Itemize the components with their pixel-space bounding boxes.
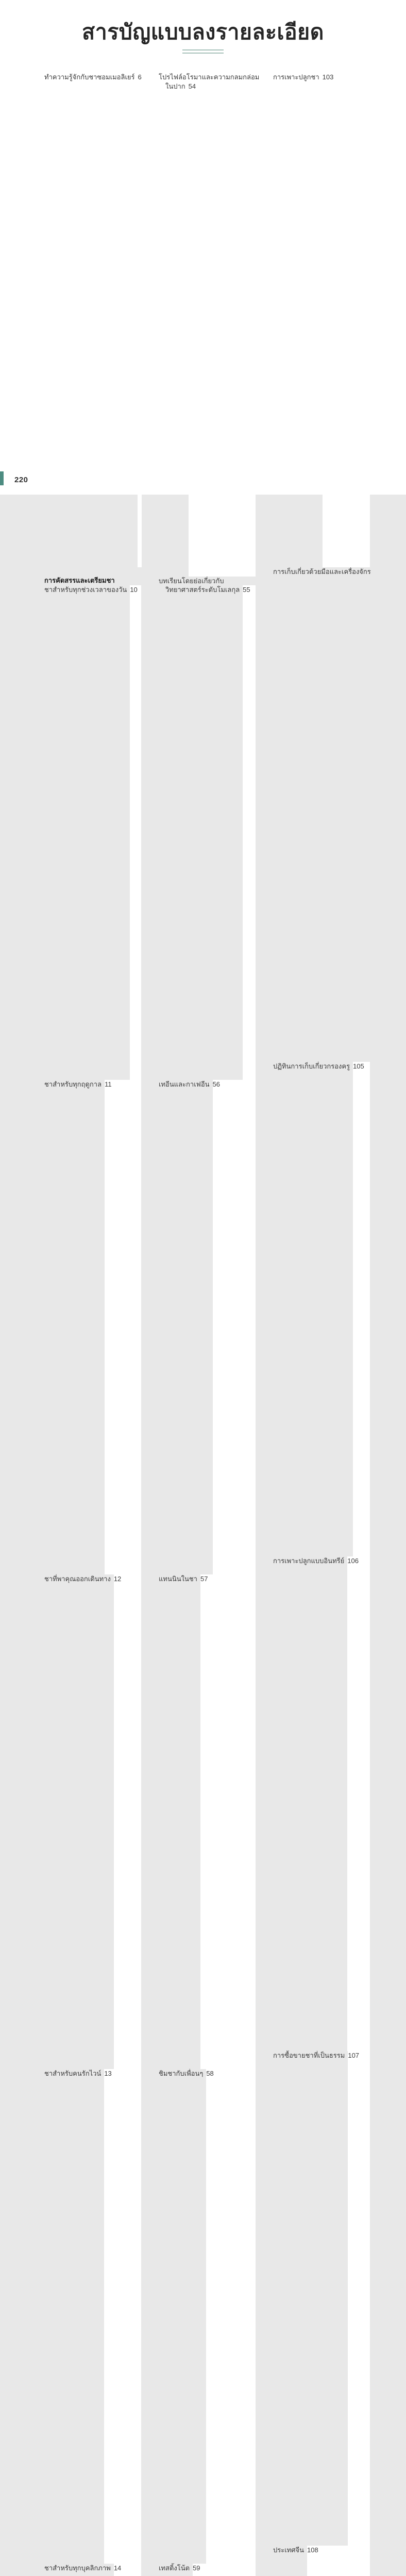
- entry-title: ประเทศจีน: [273, 2546, 304, 2554]
- page-header: [0, 19, 406, 56]
- entry-page-number: 57: [200, 1574, 256, 2069]
- toc-column-3: [273, 73, 370, 2576]
- toc-entry: [159, 1080, 256, 1574]
- toc-entry: [159, 73, 260, 82]
- entry-title: แทนนินในชา: [159, 1575, 197, 1583]
- toc-entry: [44, 585, 141, 1080]
- edge-color-tab: [0, 471, 4, 485]
- entry-page-number: 58: [206, 2069, 256, 2564]
- rule-line-top: [182, 49, 224, 50]
- entry-title: ชิมชากับเพื่อนๆ: [159, 2070, 204, 2078]
- entry-page-number: 59: [193, 2564, 256, 2576]
- toc-section-heading: [44, 576, 141, 585]
- toc-entry: [44, 1080, 141, 1574]
- entry-title: ชาสำหรับทุกฤดูกาล: [44, 1080, 102, 1088]
- toc-column-2: [159, 73, 260, 2576]
- section-heading-text: การคัดสรรและเตรียมชา: [44, 577, 115, 584]
- entry-title: การเก็บเกี่ยวด้วยมือและเครื่องจักร: [273, 568, 371, 575]
- entry-title: เทอีนและกาเฟอีน: [159, 1080, 210, 1089]
- entry-page-number: 107: [348, 2051, 370, 2546]
- folio-page-number: 220: [14, 476, 28, 484]
- entry-page-number: 108: [307, 2546, 370, 2576]
- entry-page-number: 56: [213, 1080, 256, 1574]
- toc-entry: [159, 2069, 256, 2564]
- entry-page-number: 55: [243, 585, 256, 1080]
- entry-page-number: 13: [104, 2069, 141, 2564]
- entry-title: ปฏิทินการเก็บเกี่ยวกรองครู: [273, 1062, 350, 1070]
- entry-title: การซื้อขายชาที่เป็นธรรม: [273, 2052, 345, 2059]
- entry-page-number: 11: [105, 1080, 141, 1574]
- entry-page-number: 6: [138, 73, 141, 567]
- toc-entry: [273, 1556, 370, 2051]
- entry-page-number: 12: [114, 1574, 141, 2069]
- toc-entry: [44, 1574, 141, 2069]
- entry-title: ทำความรู้จักกับชาซอมเมอลิเยร์: [44, 73, 135, 81]
- toc-entry: [159, 82, 256, 577]
- entry-title: ชาที่พาคุณออกเดินทาง: [44, 1574, 111, 1583]
- rule-line-bottom: [182, 53, 224, 54]
- toc-column-1: [44, 73, 141, 2576]
- entry-title: ชาสำหรับทุกบุคลิกภาพ: [44, 2564, 111, 2572]
- toc-entry: [273, 73, 370, 567]
- toc-entry: [159, 585, 256, 1080]
- entry-page-number: 106: [347, 1556, 370, 2051]
- entry-title: การเพาะปลูกชา: [273, 73, 319, 81]
- entry-title: บทเรียนโดยย่อเกี่ยวกับ: [159, 577, 224, 585]
- entry-page-number: 105: [353, 1062, 370, 1556]
- entry-page-number: 54: [189, 82, 256, 577]
- toc-entry: [44, 2564, 141, 2576]
- toc-entry: [273, 1062, 370, 1556]
- toc-entry: [273, 2051, 370, 2546]
- toc-entry: [44, 2069, 141, 2564]
- entry-page-number: 103: [323, 73, 370, 567]
- toc-entry: [44, 73, 141, 567]
- toc-entry: [159, 2564, 256, 2576]
- entry-title: การเพาะปลูกแบบอินทรีย์: [273, 1557, 345, 1565]
- entry-title: ในปาก: [165, 82, 185, 90]
- entry-title: เทสติ้งโน้ต: [159, 2564, 190, 2572]
- toc-entry: [159, 1574, 256, 2069]
- entry-title: โปรไฟล์อโรมาและความกลมกล่อม: [159, 73, 260, 81]
- entry-page-number: 10: [130, 585, 141, 1080]
- toc-columns: [44, 73, 370, 2576]
- entry-page-number: 14: [114, 2564, 141, 2576]
- toc-entry: [273, 2546, 370, 2576]
- entry-title: ชาสำหรับคนรักไวน์: [44, 2069, 102, 2077]
- toc-entry: [273, 567, 370, 1062]
- title-double-rule: [182, 49, 224, 54]
- page-title: สารบัญแบบลงรายละเอียด: [82, 20, 324, 44]
- toc-entry: [159, 577, 256, 586]
- entry-title: ชาสำหรับทุกช่วงเวลาของวัน: [44, 585, 127, 594]
- entry-title: วิทยาศาสตร์ระดับโมเลกุล: [165, 586, 240, 594]
